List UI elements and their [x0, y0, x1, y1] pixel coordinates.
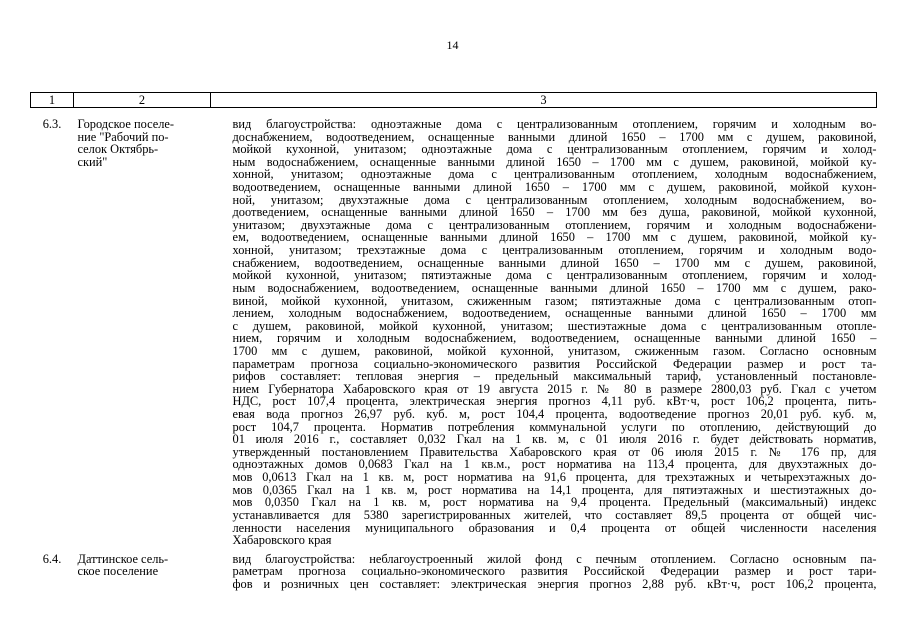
- settlement-name-line: Городское поселе-: [77, 117, 175, 131]
- description-line: 01 июля 2016 г., составляет 0,032 Гкал на 1 кв. м, с 01 июля 2016 г. будет действовать норматив,: [232, 432, 877, 447]
- header-cell-1: 1: [31, 93, 74, 108]
- description-line: ным водоснабжением, оснащенные ванными длиной 1650 – 1700 мм с душем, раковиной, мойкой ку-: [232, 154, 877, 169]
- settlement-name-line: ние "Рабочий по-: [77, 129, 169, 144]
- improvement-description: [211, 547, 877, 591]
- description-line: мов 0,0613 Гкал на 1 кв. м, рост норматива на 91,6 процента, для трехэтажных и четырехэтажных до-: [232, 470, 877, 485]
- improvement-description: [211, 108, 877, 547]
- description-line: ным водоснабжением, водоотведением, оснащенные ванными длиной 1650 – 1700 мм с душем, рако-: [232, 280, 877, 295]
- description-line: одноэтажных домов 0,0683 Гкал на 1 кв.м., рост норматива на 113,4 процента, для двухэтажных до-: [232, 457, 877, 472]
- description-line: с душем, раковиной, мойкой кухонной, унитазом; шестиэтажные дома с централизованным отопле-: [232, 318, 877, 333]
- settlement-name: [74, 108, 211, 547]
- description-line: 1700 мм с душем, раковиной, мойкой кухонной, унитазом, сжиженным газом. Согласно основным: [232, 343, 877, 358]
- description-line: мойкой кухонной, унитазом; пятиэтажные дома с централизованным отоплением, горячим и холод-: [232, 268, 877, 283]
- description-line: лением, холодным водоснабжением, водоотведением, оснащенные ванными длиной 1650 – 1700 мм: [232, 306, 877, 321]
- row-number: 6.4.: [42, 551, 62, 566]
- description-line: параметрам прогноза социально-экономического развития Российской Федерации размер и рост та-: [232, 356, 877, 371]
- header-cell-3: 3: [211, 93, 877, 108]
- description-line: евая вода прогноз 26,97 руб. куб. м, рост 104,4 процента, водоотведение прогноз 20,01 руб. куб. м,: [232, 407, 877, 422]
- description-line: нием Губернатора Хабаровского края от 19 августа 2015 г. № 80 в размере 2800,03 руб. Гкал с учетом: [232, 381, 877, 396]
- description-line: рост 104,7 процента. Норматив потребления коммунальной услуги по отоплению, действующий до: [232, 419, 877, 434]
- tariff-table: [30, 92, 877, 591]
- settlement-name-line: ский": [77, 154, 108, 169]
- settlement-name-line: селок Октябрь-: [77, 142, 159, 157]
- description-line: ленности населения муниципального образования и 0,4 процента от общей численности населения: [232, 520, 877, 535]
- description-line: ной, унитазом; двухэтажные дома с централизованным отоплением, холодным водоснабжением, во-: [232, 192, 877, 207]
- settlement-name-line: ское поселение: [77, 564, 159, 579]
- description-line: рифов составляет: тепловая энергия – предельный максимальный тариф, установленный постановле-: [232, 369, 877, 384]
- description-line: фов и розничных цен составляет: электрическая энергия прогноз 2,88 руб. кВт·ч, рост 106,2 процента,: [232, 576, 877, 591]
- table-row: [31, 108, 877, 547]
- table-row: [31, 547, 877, 591]
- page-number: 14: [446, 38, 459, 52]
- description-line: Хабаровского края: [232, 533, 332, 548]
- description-line: доотведением, оснащенные ванными длиной 1650 – 1700 мм без душа, раковиной, мойкой кухонной,: [232, 205, 877, 220]
- description-line: доснабжением, водоотведением, оснащенные ванными длиной 1650 – 1700 мм с душем, раковиной,: [232, 129, 877, 144]
- description-line: мов 0,0350 Гкал на 1 кв. м, рост норматива на 9,4 процента. Предельный (максимальный) индекс: [232, 495, 877, 510]
- description-line: виной, мойкой кухонной, унитазом, сжиженным газом; пятиэтажные дома с централизованным отоп-: [232, 293, 877, 308]
- row-number: 6.3.: [42, 117, 62, 131]
- description-line: мойкой кухонной, унитазом; одноэтажные дома с централизованным отоплением, горячим и холод-: [232, 142, 877, 157]
- description-line: мов 0,0365 Гкал на 1 кв. м, рост норматива на 14,1 процента, для пятиэтажных и шестиэтажных до-: [232, 482, 877, 497]
- description-line: хонной, унитазом; одноэтажные дома с централизованным отоплением, холодным водоснабжением,: [232, 167, 877, 182]
- settlement-name-line: Даттинское сель-: [77, 551, 169, 566]
- description-line: утвержденный постановлением Правительства Хабаровского края от 06 июля 2015 г. № 176 пр, для: [232, 444, 877, 459]
- description-line: устанавливается для 5380 зарегистрированных жителей, что составляет 89,5 процента от общей чис-: [232, 507, 877, 522]
- description-line: ем, водоотведением, оснащенные ванными длиной 1650 – 1700 мм с душем, раковиной, мойкой ку-: [232, 230, 877, 245]
- table-header-row: [31, 93, 877, 108]
- description-line: унитазом; двухэтажные дома с централизованным отоплением, горячим и холодным водоснабжени-: [232, 217, 877, 232]
- description-line: нием, горячим и холодным водоснабжением, водоотведением, оснащенные ванными длиной 1650 –: [232, 331, 877, 346]
- header-cell-2: 2: [74, 93, 211, 108]
- description-line: хонной, унитазом; трехэтажные дома с централизованным отоплением, горячим и холодным водо-: [232, 243, 877, 258]
- description-line: снабжением, водоотведением, оснащенные ванными длиной 1650 – 1700 мм с душем, раковиной,: [232, 255, 877, 270]
- description-line: вид благоустройства: неблагоустроенный жилой фонд с печным отоплением. Согласно основным па-: [232, 551, 877, 566]
- description-line: НДС, рост 107,4 процента, электрическая энергия прогноз 4,11 руб. кВт·ч, рост 106,2 процента, пить-: [232, 394, 877, 409]
- description-line: раметрам прогноза социально-экономического развития Российской Федерации размер и рост тари-: [232, 564, 877, 579]
- description-line: вид благоустройства: одноэтажные дома с централизованным отоплением, горячим и холодным во-: [232, 117, 877, 131]
- description-line: водоотведением, оснащенные ванными длиной 1650 – 1700 мм с душем, раковиной, мойкой кухон-: [232, 180, 877, 195]
- settlement-name: [74, 547, 211, 591]
